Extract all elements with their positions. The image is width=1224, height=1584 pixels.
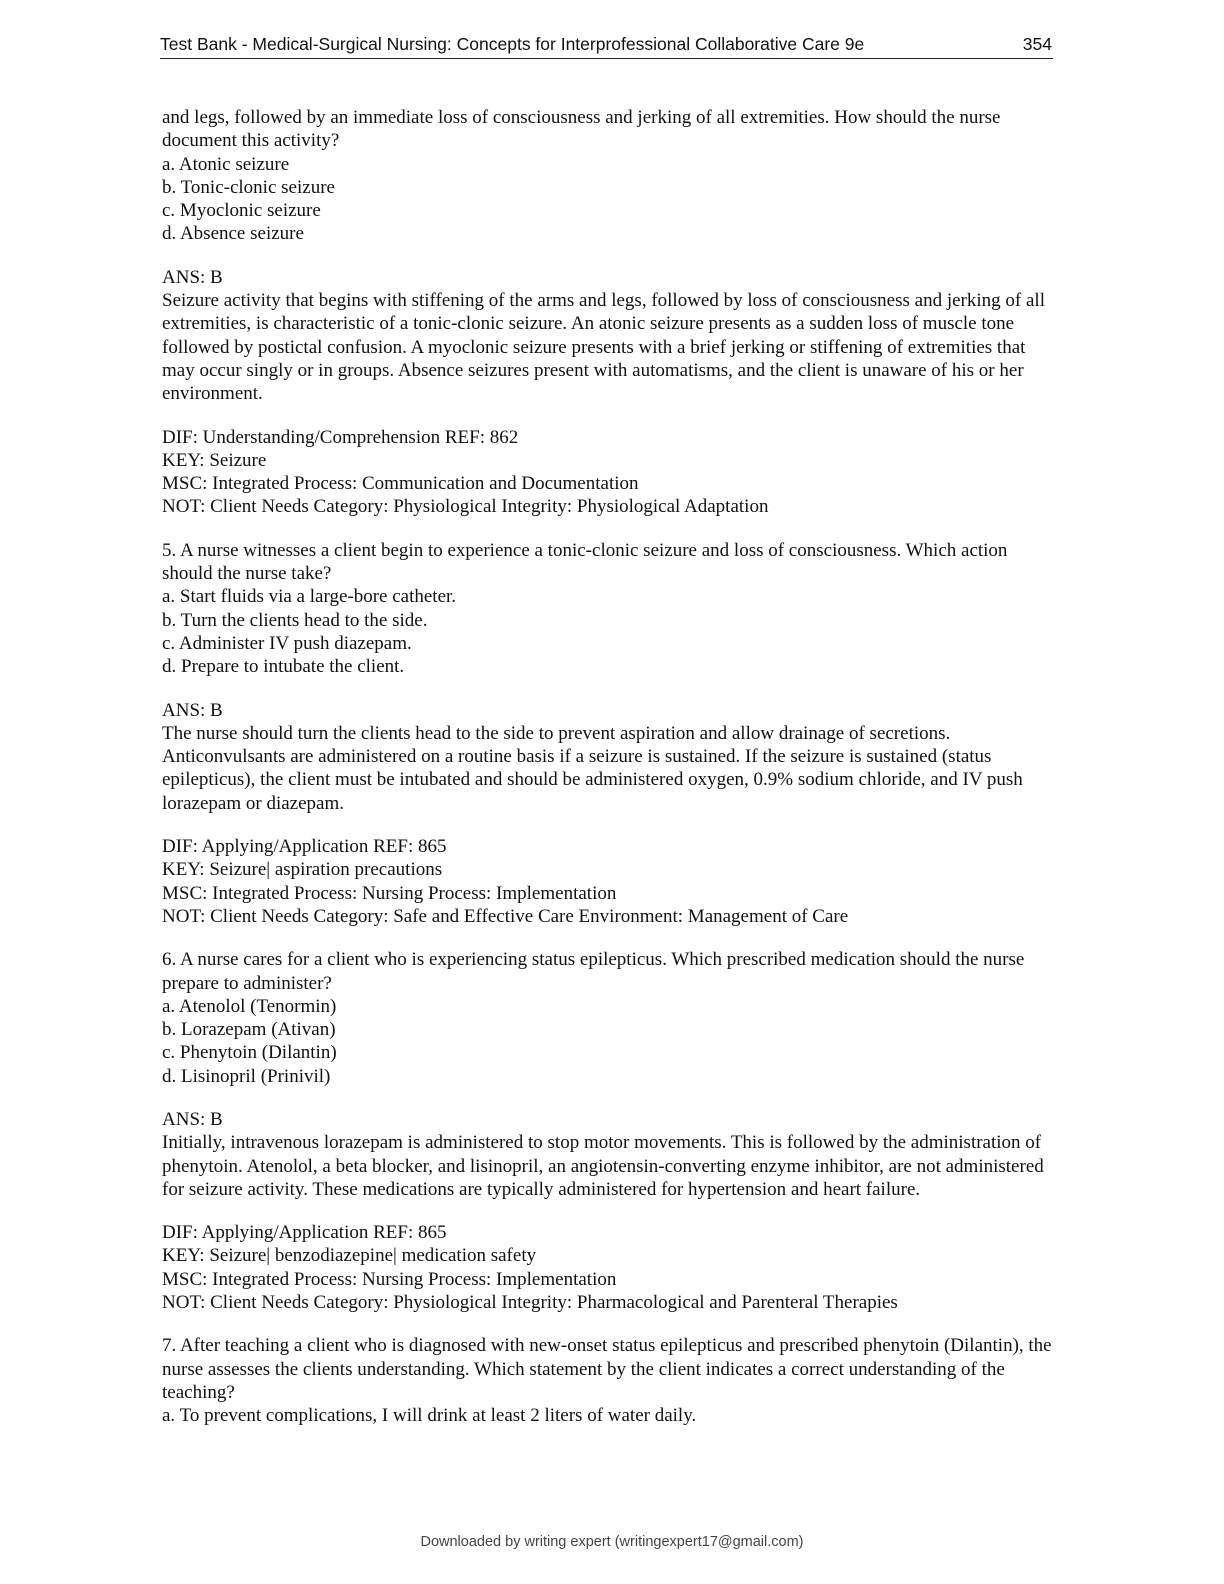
answer-option-a: a. To prevent complications, I will drink at least 2 liters of water daily. [162,1405,697,1427]
difficulty-ref: DIF: Understanding/Comprehension REF: 862 [162,426,519,448]
rationale: Initially, intravenous lorazepam is administered to stop motor movements. This is followed by the administration of phenytoin. Atenolol, a beta blocker, and lisinopril, an angiotensin-converting enzyme inhibitor, are not administered for seizure activity. These medications are typically administered for hypertension and heart failure. [162,1132,1044,1200]
download-footer: Downloaded by writing expert (writingexpert17@gmail.com) [420,1534,804,1550]
difficulty-ref: DIF: Applying/Application REF: 865 [162,836,447,858]
page-content [162,106,1057,1428]
question-stem: 7. After teaching a client who is diagnosed with new-onset status epilepticus and prescribed phenytoin (Dilantin), the nurse assesses the clients understanding. Which statement by the client indicates a correct understanding of the teaching? [162,1335,1052,1403]
answer-key: ANS: B [162,1108,223,1130]
rationale: The nurse should turn the clients head to the side to prevent aspiration and allow drainage of secretions. Anticonvulsants are administered on a routine basis if a seizure is sustained. If the seizure is sustained (status epilepticus), the client must be intubated and should be administered oxygen, 0.9% sodium chloride, and IV push lorazepam or diazepam. [162,722,1023,814]
question-stem: and legs, followed by an immediate loss of consciousness and jerking of all extremities. How should the nurse document this activity? [162,107,1001,152]
not-category: NOT: Client Needs Category: Safe and Effective Care Environment: Management of Care [162,905,849,927]
page-header [160,34,1053,59]
answer-key: ANS: B [162,699,223,721]
answer-option-d: d. Absence seizure [162,223,304,245]
answer-key: ANS: B [162,266,223,288]
answer-option-a: a. Atenolol (Tenormin) [162,995,337,1017]
answer-option-a: a. Start fluids via a large-bore catheter. [162,586,457,608]
answer-option-d: d. Prepare to intubate the client. [162,656,405,678]
answer-option-b: b. Lorazepam (Ativan) [162,1019,336,1041]
answer-option-b: b. Turn the clients head to the side. [162,609,428,631]
keywords: KEY: Seizure| aspiration precautions [162,859,443,881]
msc-category: MSC: Integrated Process: Nursing Process: Implementation [162,1268,617,1290]
keywords: KEY: Seizure [162,449,267,471]
not-category: NOT: Client Needs Category: Physiological Integrity: Physiological Adaptation [162,496,769,518]
answer-option-a: a. Atonic seizure [162,153,290,175]
answer-option-d: d. Lisinopril (Prinivil) [162,1065,331,1087]
msc-category: MSC: Integrated Process: Nursing Process: Implementation [162,882,617,904]
page-number: 354 [1022,34,1052,54]
answer-option-b: b. Tonic-clonic seizure [162,176,335,198]
not-category: NOT: Client Needs Category: Physiological Integrity: Pharmacological and Parenteral Therapies [162,1292,898,1314]
rationale: Seizure activity that begins with stiffening of the arms and legs, followed by loss of consciousness and jerking of all extremities, is characteristic of a tonic-clonic seizure. An atonic seizure presents as a sudden loss of muscle tone followed by postictal confusion. A myoclonic seizure presents with a brief jerking or stiffening of extremities that may occur singly or in groups. Absence seizures present with automatisms, and the client is unaware of his or her environment. [162,290,1045,405]
question-stem: 5. A nurse witnesses a client begin to experience a tonic-clonic seizure and loss of consciousness. Which action should the nurse take? [162,539,1008,585]
difficulty-ref: DIF: Applying/Application REF: 865 [162,1222,447,1244]
answer-option-c: c. Administer IV push diazepam. [162,632,412,654]
answer-option-c: c. Phenytoin (Dilantin) [162,1042,337,1064]
msc-category: MSC: Integrated Process: Communication and Documentation [162,473,639,495]
answer-option-c: c. Myoclonic seizure [162,200,321,222]
question-stem: 6. A nurse cares for a client who is experiencing status epilepticus. Which prescribed medication should the nurse prepare to administer? [162,949,1025,994]
document-title: Test Bank - Medical-Surgical Nursing: Concepts for Interprofessional Collaborative Care 9e [160,34,865,54]
keywords: KEY: Seizure| benzodiazepine| medication safety [162,1245,537,1267]
